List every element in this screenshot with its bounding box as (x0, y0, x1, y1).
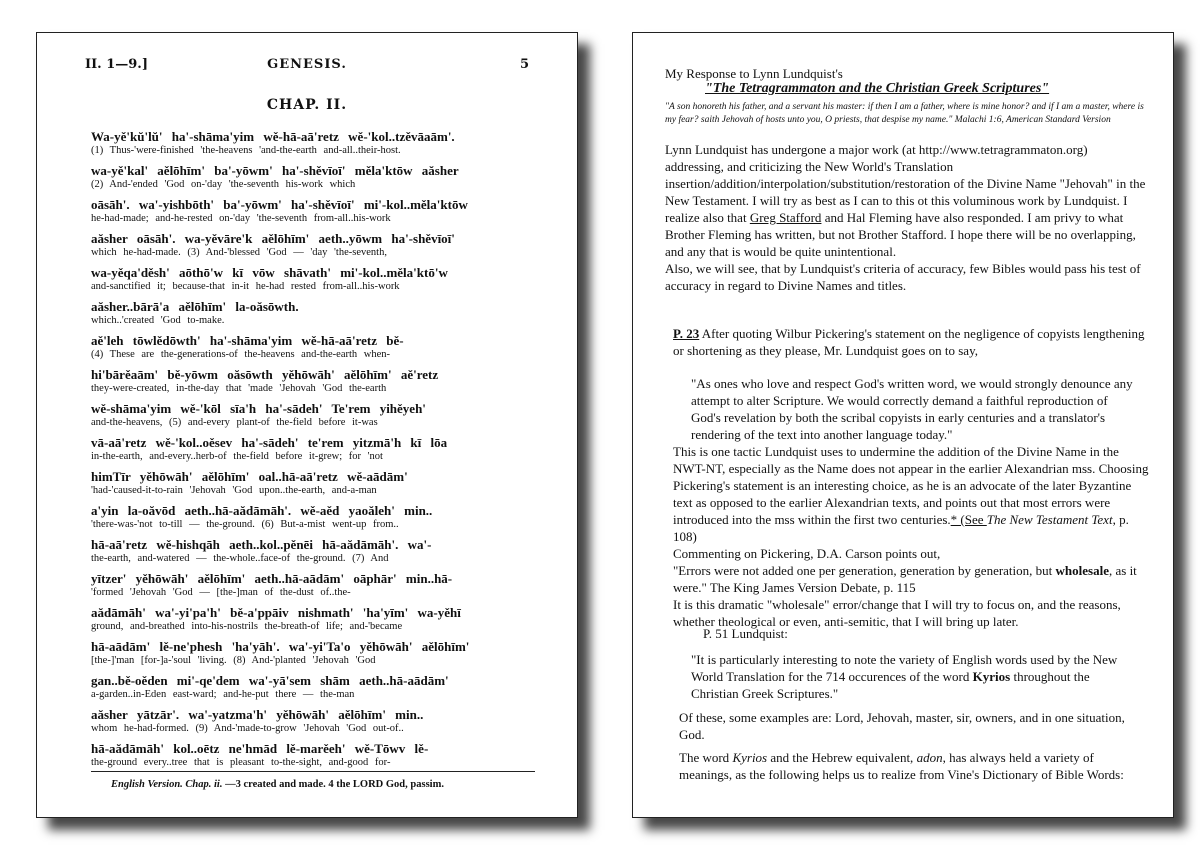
intro-text-a: Lynn Lundquist has undergone a major work (at http://www.tetragrammaton.org) addressing, and criticizing the New World's Translation insertion/addition/interpolation/substitution/restoration of the Divine Name "Jehovah" in the New Testament. I will try as best as I can to this ot this voluminous work by Lundquist. I realize also that (665, 142, 1146, 225)
verse-line (91, 673, 535, 707)
english-gloss: [the-]'man [for-]a-'soul 'living. (8) And-'planted 'Jehovah 'God (91, 655, 376, 666)
english-gloss: and-the-heavens, (5) and-every plant-of the-field before it-was (91, 417, 378, 428)
kyrios-word: Kyrios (732, 750, 768, 765)
hebrew-transliteration: aădāmāh' wa'-yi'pa'h' bě-a'ppāiv nishmath' 'ha'yīm' wa-yěhī (91, 605, 461, 620)
hebrew-transliteration: gan..bě-oěden mi'-qe'dem wa'-yā'sem shām aeth..hā-aādām' (91, 673, 449, 688)
hebrew-transliteration: aăsher yātzār'. wa'-yatzma'h' yěhōwāh' aělōhīm' min.. (91, 707, 424, 722)
english-gloss: the-ground every..tree that is pleasant to-the-sight, and-good for- (91, 757, 391, 768)
verse-line (91, 707, 535, 741)
kyrios-text-b: and the Hebrew equivalent, (767, 750, 917, 765)
footnote-text: —3 created and made. 4 the LORD God, passim. (225, 779, 444, 790)
interlinear-text (91, 129, 535, 775)
verse-line (91, 503, 535, 537)
response-heading-line: My Response to Lynn Lundquist's (665, 66, 843, 81)
verse-line (91, 299, 535, 333)
footnote-label: English Version. Chap. ii. (111, 779, 223, 790)
english-gloss: whom he-had-formed. (9) And-'made-to-grow 'Jehovah 'God out-of.. (91, 723, 404, 734)
genesis-page (36, 32, 578, 818)
footnote-divider (91, 771, 535, 772)
hebrew-transliteration: wě-shāma'yim wě-'kōl sīa'h ha'-sādeh' Te'rem yihěyeh' (91, 401, 426, 416)
english-gloss: they-were-created, in-the-day that 'made 'Jehovah 'God the-earth (91, 383, 387, 394)
verse-line (91, 401, 535, 435)
hebrew-transliteration: a'yin la-oăvōd aeth..hā-aădāmāh'. wě-aěd yaoăleh' min.. (91, 503, 433, 518)
epigraph-quote: "A son honoreth his father, and a servant his master: if then I am a father, where is mine honor? and if I am a master, where is my fear? saith Jehovah of hosts unto you, O priests, that despise my name." Malachi 1:6, American Standard Version (665, 102, 1144, 125)
page-23-text: After quoting Wilbur Pickering's statement on the negligence of copyists lengthening or shortening as they please, Mr. Lundquist goes on to say, (673, 326, 1145, 358)
verse-line (91, 333, 535, 367)
english-gloss: 'had-'caused-it-to-rain 'Jehovah 'God upon..the-earth, and-a-man (91, 485, 377, 496)
hebrew-transliteration: wa-yě'kal' aělōhīm' ba'-yōwm' ha'-shěvīoī' měla'ktōw aăsher (91, 163, 459, 178)
english-gloss: 'there-was-'not to-till — the-ground. (6) But-a-mist went-up from.. (91, 519, 399, 530)
wholesale-paragraph: It is this dramatic "wholesale" error/change that I will try to focus on, and the reasons, whether theological or even, anti-semitic, that I will bring up later. (673, 597, 1121, 629)
hebrew-transliteration: hā-aā'retz wě-hishqāh aeth..kol..pěnēi hā-aădāmāh'. wa'- (91, 537, 432, 552)
hebrew-transliteration: hi'bārěaām' bě-yōwm oăsōwth yěhōwāh' aělōhīm' aě'retz (91, 367, 439, 382)
hebrew-transliteration: himTīr yěhōwāh' aělōhīm' oal..hā-aā'retz wě-aādām' (91, 469, 408, 484)
page-51-label: P. 51 Lundquist: (703, 626, 788, 641)
hebrew-transliteration: aě'leh tōwlědōwth' ha'-shāma'yim wě-hā-aā'retz bě- (91, 333, 404, 348)
hebrew-transliteration: aăsher..bārā'a aělōhīm' la-oăsōwth. (91, 299, 299, 314)
kyrios-text-a: The word (679, 750, 733, 765)
hebrew-transliteration: wa-yěqa'děsh' aōthō'w kī vōw shāvath' mi'-kol..měla'ktō'w (91, 265, 448, 280)
page-23-label: P. 23 (673, 326, 700, 341)
english-gloss: in-the-earth, and-every..herb-of the-field before it-grew; for 'not (91, 451, 383, 462)
intro-paragraph (665, 141, 1149, 294)
kyrios-quote-b: throughout the Christian Greek Scriptures." (691, 669, 1090, 701)
verse-line (91, 367, 535, 401)
chapter-range: II. 1—9.] (85, 57, 148, 72)
kyrios-quote (691, 651, 1139, 702)
carson-quote-b: , as it were." The King James Version Debate, p. 115 (673, 563, 1137, 595)
footnote-marker: * (See (950, 512, 987, 527)
lundquist-quote: "As ones who love and respect God's written word, we would strongly denounce any attempt to alter Scripture. We would correctly demand a faithful reproduction of God's revelation by both the scribal copyists in early centuries and a translator's rendering of the text into another language today." (691, 376, 1133, 442)
tactic-cite: , p. 108) (673, 512, 1129, 544)
intro-text-b: and Hal Fleming have also responded. I am privy to what Brother Fleming has written, but not Brother Stafford. I hope there will be no overlapping, and any that is would be quite unintentional. (665, 210, 1136, 259)
hebrew-transliteration: aăsher oāsāh'. wa-yěvāre'k aělōhīm' aeth..yōwm ha'-shěvīoī' (91, 231, 455, 246)
hebrew-transliteration: oāsāh'. wa'-yishbōth' ba'-yōwm' ha'-shěvīoī' mi'-kol..měla'ktōw (91, 197, 468, 212)
verse-line (91, 163, 535, 197)
verse-line (91, 605, 535, 639)
adon-word: adon (916, 750, 943, 765)
hebrew-transliteration: yītzer' yěhōwāh' aělōhīm' aeth..hā-aādām' oāphār' min..hā- (91, 571, 453, 586)
hebrew-transliteration: Wa-yě'kŭ'lŭ' ha'-shāma'yim wě-hā-aā'retz wě-'kol..tzěvāaām'. (91, 129, 455, 144)
english-gloss: 'formed 'Jehovah 'God — [the-]man of the-dust of..the- (91, 587, 351, 598)
verse-line (91, 537, 535, 571)
response-page (632, 32, 1174, 818)
english-gloss: a-garden..in-Eden east-ward; and-he-put there — the-man (91, 689, 355, 700)
book-title: GENESIS. (267, 57, 347, 72)
verse-line (91, 741, 535, 775)
kyrios-text-c: , has always held a variety of meanings, as the following helps us to realize from Vine's Dictionary of Bible Words: (679, 750, 1124, 782)
hebrew-transliteration: hā-aădāmāh' kol..oētz ne'hmād lě-marěeh' wě-Tōwv lě- (91, 741, 429, 756)
verse-line (91, 435, 535, 469)
kyrios-quote-bold: Kyrios (972, 669, 1011, 684)
carson-intro: Commenting on Pickering, D.A. Carson points out, (673, 546, 941, 561)
greg-stafford-link[interactable]: Greg Stafford (749, 210, 822, 225)
verse-line (91, 129, 535, 163)
hebrew-transliteration: hā-aādām' lě-ne'phesh 'ha'yāh'. wa'-yi'Ta'o yěhōwāh' aělōhīm' (91, 639, 470, 654)
kyrios-paragraph (679, 749, 1149, 783)
tactic-text: This is one tactic Lundquist uses to undermine the addition of the Divine Name in the NWT-NT, especially as the Name does not appear in the earlier Alexandrian mss. Choosing Pickering's statement is an interesting choice, as he is an advocate of the later Byzantine text as opposed to the earlier Alexandrian texts, and points out that most errors were introduced into the mss within the first two centuries. (673, 444, 1149, 527)
tactic-paragraph (673, 443, 1149, 630)
hebrew-transliteration: vā-aā'retz wě-'kol..oěsev ha'-sādeh' te'rem yitzmā'h kī lōa (91, 435, 448, 450)
english-gloss: which he-had-made. (3) And-'blessed 'God — 'day 'the-seventh, (91, 247, 387, 258)
english-gloss: (2) And-'ended 'God on-'day 'the-seventh his-work which (91, 179, 356, 190)
running-header (77, 57, 537, 77)
verse-line (91, 265, 535, 299)
response-heading-title: "The Tetragrammaton and the Christian Greek Scriptures" (705, 81, 1050, 96)
english-gloss: (4) These are the-generations-of the-heavens and-the-earth when- (91, 349, 391, 360)
verse-line (91, 231, 535, 265)
verse-line (91, 571, 535, 605)
verse-line (91, 469, 535, 503)
english-gloss: which..'created 'God to-make. (91, 315, 225, 326)
carson-quote-a: "Errors were not added one per generation, generation by generation, but (673, 563, 1056, 578)
chapter-heading: CHAP. II. (266, 97, 348, 113)
verse-line (91, 197, 535, 231)
page-23-paragraph (673, 325, 1149, 359)
page-number: 5 (519, 57, 529, 72)
english-gloss: and-sanctified it; because-that in-it he-had rested from-all..his-work (91, 281, 400, 292)
kyrios-quote-a: "It is particularly interesting to note the variety of English words used by the New World Translation for the 714 occurences of the word (691, 652, 1118, 684)
english-gloss: ground, and-breathed into-his-nostrils the-breath-of life; and-'became (91, 621, 403, 632)
carson-quote-bold: wholesale (1055, 563, 1109, 578)
english-gloss: he-had-made; and-he-rested on-'day 'the-seventh from-all..his-work (91, 213, 391, 224)
footnote (111, 779, 444, 790)
nt-text-title: The New Testament Text (986, 512, 1113, 527)
intro-text-c: Also, we will see, that by Lundquist's criteria of accuracy, few Bibles would pass his test of accuracy in regard to Divine Names and titles. (665, 261, 1141, 293)
english-gloss: (1) Thus-'were-finished 'the-heavens 'and-the-earth and-all..their-host. (91, 145, 401, 156)
examples-paragraph: Of these, some examples are: Lord, Jehovah, master, sir, owners, and in one situation, God. (679, 710, 1125, 742)
english-gloss: the-earth, and-watered — the-whole..face-of the-ground. (7) And (91, 553, 389, 564)
verse-line (91, 639, 535, 673)
